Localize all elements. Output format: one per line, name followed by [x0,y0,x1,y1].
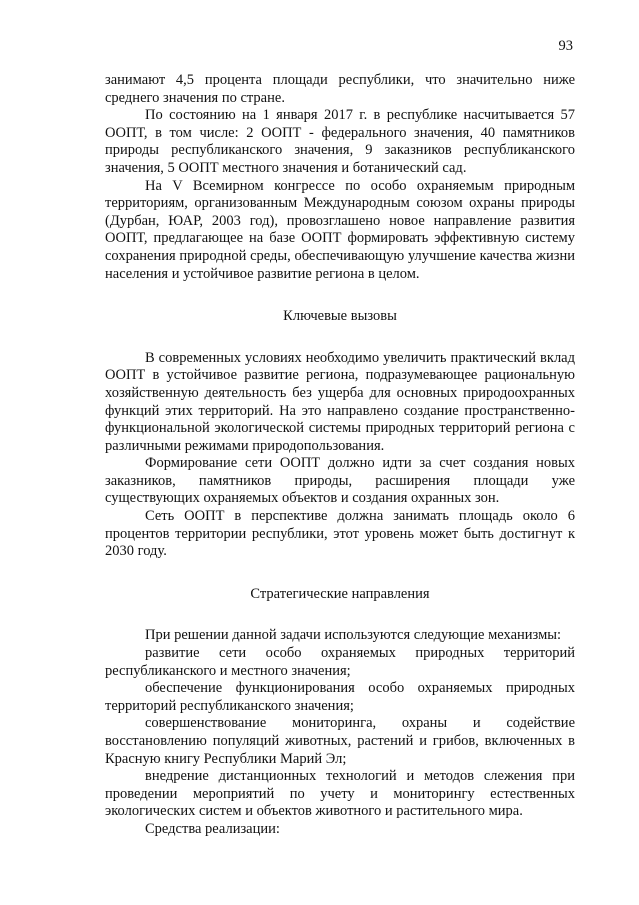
document-body [105,72,575,839]
paragraph-world-congress: На V Всемирном конгрессе по особо охраняемым природным территориям, организованным Международным союзом охраны природы (Дурбан, ЮАР, 2003 год), провозглашено новое направление развития ООПТ, предлагающее на базе ООПТ формировать эффективную систему сохранения природной среды, обеспечивающую улучшение качества жизни населения и устойчивое развитие региона в целом. [105,177,575,282]
list-item-network-development: развитие сети особо охраняемых природных территорий республиканского и местного значения; [105,645,575,679]
paragraph-network-formation: Формирование сети ООПТ должно идти за счет создания новых заказников, памятников природы, расширения площади уже существующих охраняемых объектов и создания охранных зон. [105,455,575,507]
section-heading-strategic-directions: Стратегические направления [250,585,430,602]
paragraph-network-target: Сеть ООПТ в перспективе должна занимать площадь около 6 процентов территории республики, этот уровень может быть достигнут к 2030 году. [105,508,575,560]
section-heading-key-challenges: Ключевые вызовы [283,308,397,325]
list-item-monitoring: совершенствование мониторинга, охраны и содействие восстановлению популяций животных, растений и грибов, включенных в Красную книгу Республики Марий Эл; [105,715,575,767]
list-item-functioning: обеспечение функционирования особо охраняемых природных территорий республиканского значения; [105,680,575,714]
paragraph-implementation-means: Средства реализации: [145,820,280,837]
list-item-remote-technologies: внедрение дистанционных технологий и методов слежения при проведении мероприятий по учету и мониторингу естественных экологических систем и объектов животного и растительного мира. [105,768,575,820]
paragraph-modern-conditions: В современных условиях необходимо увеличить практический вклад ООПТ в устойчивое развитие региона, подразумевающее рациональную хозяйственную деятельность без ущерба для основных природоохранных функций этих территорий. На это направлено создание пространственно-функциональной экологической системы природных территорий региона с различными режимами природопользования. [105,349,575,454]
paragraph-oopt-count: По состоянию на 1 января 2017 г. в республике насчитывается 57 ООПТ, в том числе: 2 ООПТ - федерального значения, 40 памятников природы республиканского значения, 9 заказников республиканского значения, 5 ООПТ местного значения и ботанический сад. [105,107,575,176]
page-number: 93 [558,38,573,54]
paragraph-mechanisms-intro: При решении данной задачи используются следующие механизмы: [145,627,562,644]
paragraph-continuation: занимают 4,5 процента площади республики, что значительно ниже среднего значения по стране. [105,72,575,106]
